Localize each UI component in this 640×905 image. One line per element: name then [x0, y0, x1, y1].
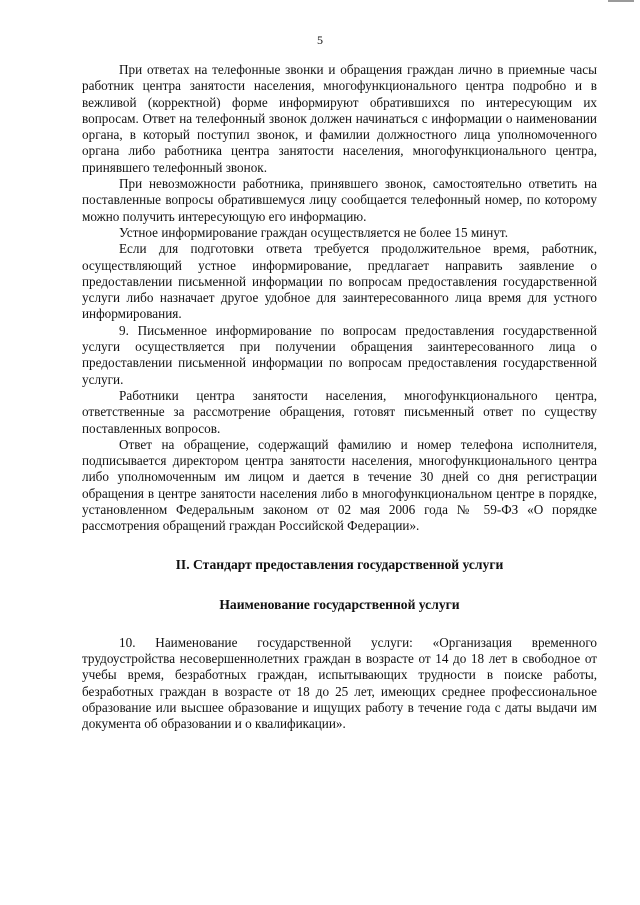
paragraph-written-answer: Работники центра занятости населения, многофункционального центра, ответственные за рассмотрение обращения, готовят письменный ответ по существу поставленных вопросов.: [82, 387, 597, 436]
paragraph-written-informing: 9. Письменное информирование по вопросам предоставления государственной услуги осуществляется при получении обращения заинтересованного лица о предоставлении письменной информации по вопросам предоставления государственной услуги.: [82, 322, 597, 387]
section-heading: II. Стандарт предоставления государственной услуги: [175, 556, 504, 572]
scan-corner-mark: [608, 0, 634, 2]
paragraph-unable-to-answer: При невозможности работника, принявшего звонок, самостоятельно ответить на поставленные вопросы обратившемуся лицу сообщается телефонный номер, по которому можно получить интересующую его информацию.: [82, 176, 597, 224]
sub-heading: Наименование государственной услуги: [219, 596, 460, 612]
paragraph-oral-duration: Устное информирование граждан осуществляется не более 15 минут.: [119, 224, 508, 240]
paragraph-long-preparation: Если для подготовки ответа требуется продолжительное время, работник, осуществляющий устное информирование, предлагает направить заявление о предоставлении письменной информации по вопросам предоставления государственной услуги либо назначает другое удобное для заинтересованного лица время для устного информирования.: [82, 241, 597, 322]
page-number: 5: [317, 33, 323, 47]
paragraph-phone-inquiries: При ответах на телефонные звонки и обращения граждан лично в приемные часы работник центра занятости населения, многофункционального центра подробно и в вежливой (корректной) форме информируют обратившихся по интересующим их вопросам. Ответ на телефонный звонок должен начинаться с информации о наименовании органа, в который поступил звонок, и фамилии должностного лица уполномоченного органа либо работника центра занятости населения, многофункционального центра, принявшего телефонный звонок.: [82, 62, 597, 175]
document-body: [82, 62, 597, 732]
paragraph-service-name: 10. Наименование государственной услуги: «Организация временного трудоустройства несовершеннолетних граждан в возрасте от 14 до 18 лет в свободное от учебы время, безработных граждан, испытывающих трудности в поиске работы, безработных граждан в возрасте от 18 до 25 лет, имеющих среднее профессиональное образование или высшее образование и ищущих работу в течение года с даты выдачи им документа об образовании и о квалификации».: [82, 634, 597, 732]
paragraph-answer-signing: Ответ на обращение, содержащий фамилию и номер телефона исполнителя, подписывается директором центра занятости населения, многофункционального центра либо уполномоченным им лицом и дается в течение 30 дней со дня регистрации обращения в центре занятости населения либо в многофункциональном центре в порядке, установленном Федеральным законом от 02 мая 2006 года № 59-ФЗ «О порядке рассмотрения обращений граждан Российской Федерации».: [82, 436, 597, 534]
